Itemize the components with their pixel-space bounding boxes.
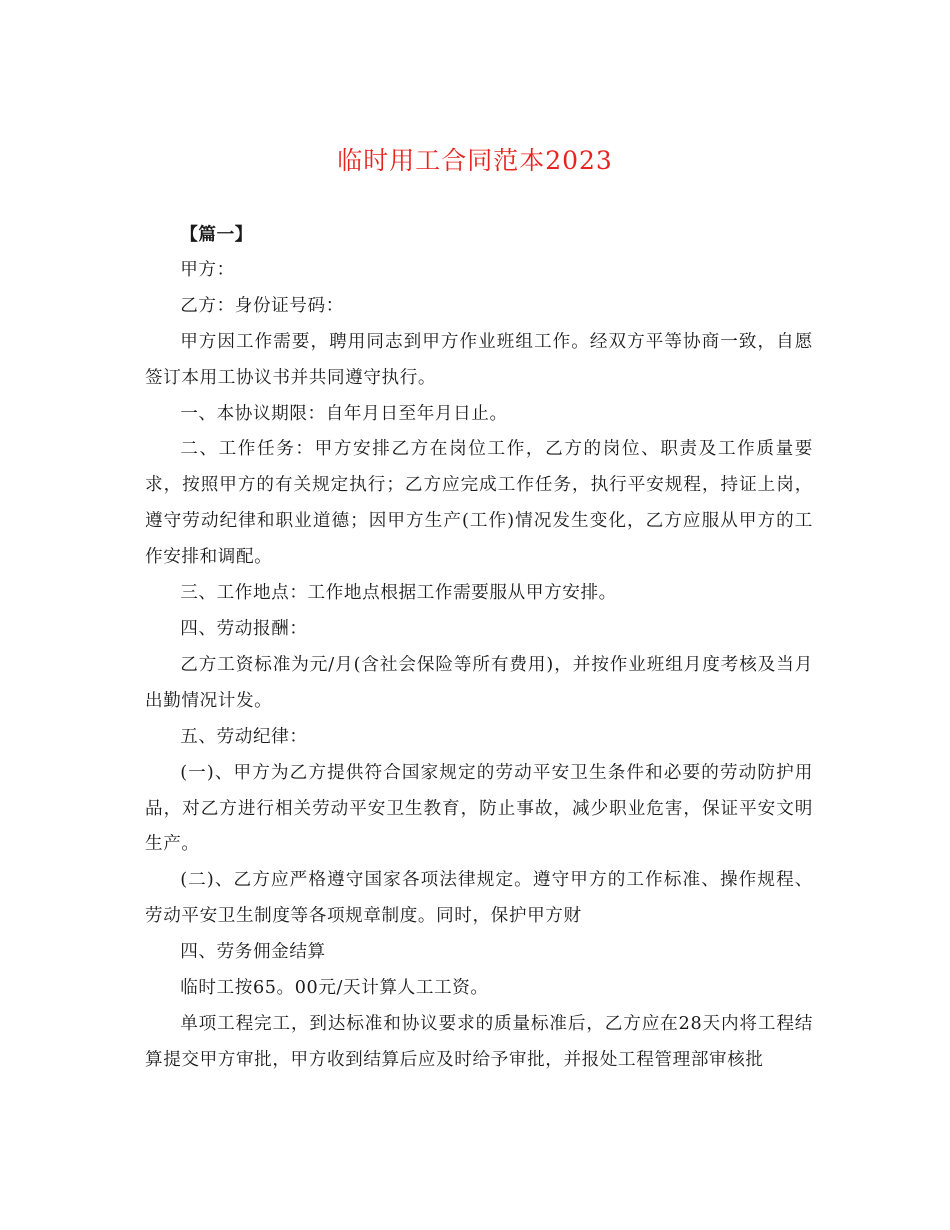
party-b-line: 乙方：身份证号码： [180, 295, 344, 316]
clause-tasks: 二、工作任务：甲方安排乙方在岗位工作，乙方的岗位、职责及工作质量要求，按照甲方的有关规定执行；乙方应完成工作任务，执行平安规程，持证上岗，遵守劳动纪律和职业道德；因甲方生产(工作)情况发生变化，乙方应服从甲方的工作安排和调配。 [145, 439, 813, 568]
clause-settlement-detail: 单项工程完工，到达标准和协议要求的质量标准后，乙方应在28天内将工程结算提交甲方审批，甲方收到结算后应及时给予审批，并报处工程管理部审核批 [145, 1013, 813, 1070]
clause-pay-detail: 乙方工资标准为元/月(含社会保险等所有费用)，并按作业班组月度考核及当月出勤情况计发。 [145, 654, 813, 711]
section-heading: 【篇一】 [180, 224, 253, 245]
clause-location: 三、工作地点：工作地点根据工作需要服从甲方安排。 [180, 583, 617, 604]
party-a-line: 甲方： [180, 259, 235, 280]
intro-paragraph: 甲方因工作需要，聘用同志到甲方作业班组工作。经双方平等协商一致，自愿签订本用工协议书并共同遵守执行。 [145, 331, 813, 388]
clause-discipline-2: (二)、乙方应严格遵守国家各项法律规定。遵守甲方的工作标准、操作规程、劳动平安卫生制度等各项规章制度。同时，保护甲方财 [145, 870, 813, 927]
clause-discipline-1: (一)、甲方为乙方提供符合国家规定的劳动平安卫生条件和必要的劳动防护用品，对乙方进行相关劳动平安卫生教育，防止事故，减少职业危害，保证平安文明生产。 [145, 762, 813, 855]
document-body [145, 217, 813, 1079]
clause-term: 一、本协议期限：自年月日至年月日止。 [180, 403, 508, 424]
clause-discipline-heading: 五、劳动纪律： [180, 726, 308, 747]
clause-settlement-rate: 临时工按65。00元/天计算人工工资。 [180, 978, 489, 999]
clause-settlement-heading: 四、劳务佣金结算 [180, 942, 326, 963]
document-title: 临时用工合同范本2023 [337, 146, 613, 175]
clause-pay-heading: 四、劳动报酬： [180, 618, 308, 639]
